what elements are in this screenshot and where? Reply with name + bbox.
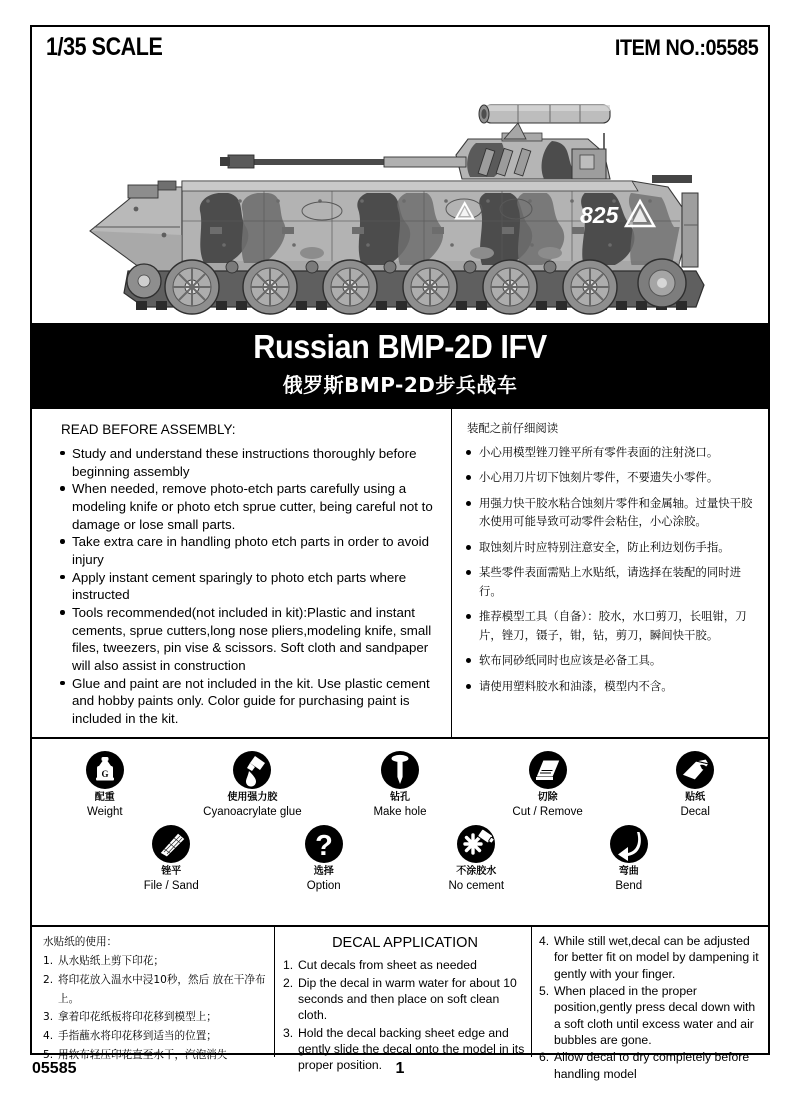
smoke-launchers [478,148,531,176]
decal-heading-zh: 水贴纸的使用： [43,936,118,948]
bmp2d-side-view-svg [32,75,768,325]
list-item: Glue and paint are not included in the kit. Use plastic cement and hobby paints only. Color guide for purchasing paint is included in the kit. [57,675,447,728]
symbol-row-2 [31,819,769,893]
header-bar [32,27,768,77]
instructions-divider [451,409,452,737]
list-item: 取蚀刻片时应特别注意安全，防止利边划伤手指。 [465,538,761,556]
main-gun-barrel [220,155,466,168]
list-item: Hold the decal backing sheet edge and gently slide the decal onto the model in its proper position. [298,1025,525,1073]
list-item: 拿着印花纸板将印花移到模型上； [58,1011,217,1024]
symbol-label-en: File / Sand [143,879,199,892]
list-item: Tools recommended(not included in kit):Plastic and instant cements, sprue cutters,long nose pliers,modeling knife, small files, tweezers, pin vise & scissors. Soft cloth and sandpaper will also assist in construction [57,604,447,675]
weight-bottle-icon [86,751,124,789]
list-item: 从水贴纸上剪下印花； [58,954,164,967]
page-frame [30,25,770,1081]
bend-arrow-icon [610,825,648,863]
symbol-label-en: Cyanoacrylate glue [203,805,302,818]
symbol-legend-section [31,739,769,927]
list-item: 将印花放入温水中浸10秒，然后 放在干净布上。 [58,973,266,1005]
symbol-label-zh: 配重 [94,792,115,803]
list-item: 小心用模型锉刀锉平所有零件表面的注射浇口。 [465,443,761,461]
symbol-label-zh: 使用强力胶 [227,792,278,803]
symbol-row-1 [31,739,769,819]
vehicle-illustration [32,75,768,325]
symbol-label-zh: 贴纸 [685,792,706,803]
list-item: 手指蘸水将印花移到适当的位置； [58,1030,217,1043]
list-item: 用强力快干胶水粘合蚀刻片零件和金属轴。过量快干胶水使用可能导致可动零件会粘住，小心涂胶。 [465,494,761,531]
symbol-label-en: Cut / Remove [512,805,583,818]
instructions-section [31,409,769,739]
drill-hole-icon [381,751,419,789]
kit-code-label: 05585 [32,1060,77,1077]
decal-divider-2 [531,927,532,1057]
instructions-english-column [57,417,447,728]
page-number-label: 1 [395,1060,405,1077]
symbol-make-hole [336,751,464,819]
decal-divider-1 [274,927,275,1057]
list-item: 软布同砂纸同时也应该是必备工具。 [465,651,761,669]
list-item: While still wet,decal can be adjusted for better fit on model by dampening it gently with your finger. [554,934,759,981]
list-item: Allow decal to dry completely before handling model [554,1050,750,1081]
list-item: 请使用塑料胶水和油漆，模型内不含。 [465,677,761,695]
item-number-label: ITEM NO.:05585 [614,35,758,60]
symbol-label-en: No cement [448,879,505,892]
turret-group [220,105,610,179]
read-before-assembly-heading-zh: 装配之前仔细阅读 [467,421,559,435]
list-item: 用软布轻压印花直至水干，汽泡消失 [58,1049,228,1062]
title-english: Russian BMP-2D IFV [253,328,547,365]
symbol-label-zh: 锉平 [161,866,182,878]
symbol-cyanoacrylate-glue [188,751,316,819]
chinese-instruction-list [465,443,761,695]
symbol-label-zh: 切除 [537,792,558,803]
symbol-label-zh: 不涂胶水 [456,866,497,878]
symbol-file-sand [107,825,235,893]
symbol-cut-remove [484,751,612,819]
decal-application-title: DECAL APPLICATION [332,935,478,951]
list-item: 某些零件表面需贴上水贴纸，请选择在装配的同时进行。 [465,563,761,600]
idler-wheel [127,264,161,298]
no-cement-icon [457,825,495,863]
drive-sprocket [638,259,686,307]
list-item: Study and understand these instructions thoroughly before beginning assembly [57,445,447,480]
decal-sheet-icon [676,751,714,789]
scale-label: 1/35 SCALE [46,33,163,61]
file-sand-icon [152,825,190,863]
symbol-no-cement [412,825,540,893]
list-item: When needed, remove photo-etch parts carefully using a modeling knife or photo etch sprue cutter, being careful not to damage or lose small parts. [57,480,447,533]
title-banner [31,323,769,409]
list-item: When placed in the proper position,gently press decal down with a soft cloth until excess water and air bubbles are gone. [554,984,756,1048]
symbol-label-en: Bend [615,879,643,892]
list-item: Cut decals from sheet as needed [298,958,477,973]
list-item: 推荐模型工具（自备）：胶水，水口剪刀，长咀钳，刀片，锉刀，镊子，钳，钻，剪刀，瞬间快干胶。 [465,607,761,644]
symbol-label-en: Option [306,879,341,892]
symbol-label-en: Make hole [373,805,427,818]
symbol-label-en: Decal [680,805,710,818]
read-before-assembly-heading: READ BEFORE ASSEMBLY: [61,422,236,437]
svg-text:?: ? [314,830,333,863]
atgm-launcher [479,105,610,139]
symbol-decal [631,751,759,819]
symbol-label-zh: 选择 [313,866,334,878]
hull-number-text: 825 [580,202,619,228]
instructions-chinese-column [465,417,761,702]
symbol-label-zh: 钻孔 [389,792,410,803]
symbol-weight [41,751,169,819]
list-item: Apply instant cement sparingly to photo etch parts where instructed [57,569,447,604]
symbol-label-en: Weight [87,805,123,818]
list-item: Take extra care in handling photo etch parts in order to avoid injury [57,533,447,568]
symbol-label-zh: 弯曲 [618,866,639,878]
svg-text:G: G [101,769,109,779]
decal-chinese-column [43,933,269,1065]
decal-english-column-left [283,933,527,1075]
decal-steps-zh [43,952,269,1065]
symbol-bend [565,825,693,893]
list-item: 小心用刀片切下蚀刻片零件，不要遗失小零件。 [465,468,761,486]
page-footer [30,1060,770,1088]
question-option-icon [305,825,343,863]
decal-steps-en-left [283,957,527,1073]
symbol-option [260,825,388,893]
title-chinese: 俄罗斯BMP-2D步兵战车 [282,372,518,397]
glue-drop-icon [233,751,271,789]
english-instruction-list [57,445,447,728]
list-item: Dip the decal in warm water for about 10 seconds and then place on soft clean cloth. [298,975,517,1023]
cut-remove-icon [529,751,567,789]
